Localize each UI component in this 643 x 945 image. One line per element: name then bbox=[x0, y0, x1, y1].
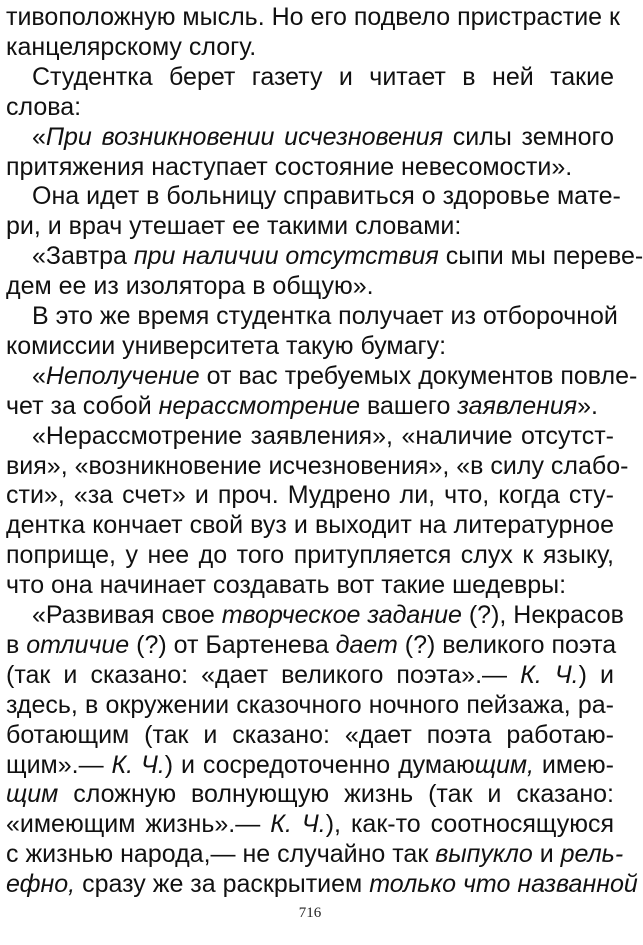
text-run: ботающим (так и сказано: «дает поэта работаю- bbox=[6, 720, 614, 749]
text-run: сыпи мы переве- bbox=[438, 242, 643, 271]
text-run: ». bbox=[577, 391, 598, 420]
text-line bbox=[6, 391, 614, 421]
text-run: «Нерассмотрение заявления», «наличие отсутст- bbox=[32, 421, 614, 450]
italic-text: при наличии отсутствия bbox=[133, 242, 439, 271]
text-line bbox=[6, 331, 614, 361]
text-run: поприще, у нее до того притупляется слух к языку, bbox=[6, 541, 614, 570]
text-run: слова: bbox=[6, 92, 82, 121]
text-run: имею- bbox=[533, 750, 614, 779]
text-line bbox=[6, 32, 614, 62]
text-run: канцелярскому слогу. bbox=[6, 32, 257, 61]
italic-text: К. Ч. bbox=[520, 660, 579, 689]
text-line bbox=[6, 361, 638, 391]
text-line bbox=[6, 600, 624, 630]
text-run: (?) от Бартенева bbox=[129, 630, 336, 659]
italic-text: дает bbox=[335, 630, 398, 659]
italic-text: К. Ч. bbox=[270, 810, 326, 839]
text-line bbox=[6, 779, 614, 809]
text-run: ) и сосредоточенно думаю bbox=[164, 750, 475, 779]
text-run: дем ее из изолятора в общую». bbox=[6, 272, 374, 301]
text-run: силы земного bbox=[443, 122, 614, 151]
text-line bbox=[6, 211, 614, 241]
text-run: дентка кончает свой вуз и выходит на литературное bbox=[6, 511, 614, 540]
text-line bbox=[6, 122, 614, 152]
text-line bbox=[6, 271, 614, 301]
text-line bbox=[6, 869, 638, 899]
italic-text: только что названной bbox=[369, 870, 638, 899]
text-line bbox=[6, 839, 624, 869]
text-line bbox=[6, 750, 614, 780]
italic-text: заявления bbox=[457, 391, 578, 420]
text-run: В это же время студентка получает из отборочной bbox=[32, 302, 618, 330]
text-line bbox=[6, 2, 620, 32]
text-line bbox=[6, 480, 614, 510]
text-line bbox=[6, 690, 614, 720]
text-run: «Развивая свое bbox=[32, 601, 222, 629]
text-run: что она начинает создавать вот такие шедевры: bbox=[6, 571, 567, 600]
text-line bbox=[6, 241, 643, 271]
text-run: сти», «за счет» и проч. Мудрено ли, что, когда сту- bbox=[6, 481, 614, 510]
text-run: в bbox=[6, 630, 27, 659]
italic-text: щим, bbox=[474, 750, 534, 779]
text-line bbox=[6, 152, 614, 182]
italic-text: выпукло bbox=[435, 840, 533, 869]
text-line bbox=[6, 540, 614, 570]
text-run: ) и bbox=[578, 660, 615, 689]
text-run: от вас требуемых документов повле- bbox=[199, 361, 638, 390]
text-line bbox=[6, 421, 614, 451]
text-line bbox=[6, 510, 614, 540]
text-line bbox=[6, 660, 614, 690]
text-line bbox=[6, 181, 621, 211]
text-run: « bbox=[32, 122, 46, 151]
text-run: Она идет в больницу справиться о здоровье мате- bbox=[32, 182, 621, 211]
text-run: сложную волнующую жизнь (так и сказано: bbox=[58, 780, 614, 809]
text-run: тивоположную мысль. Но его подвело пристрастие к bbox=[6, 3, 620, 31]
text-line bbox=[6, 301, 618, 331]
italic-text: При возникновении исчезновения bbox=[45, 122, 444, 151]
text-line bbox=[6, 570, 614, 600]
text-line bbox=[6, 92, 614, 122]
text-run: вия», «возникновение исчезновения», «в силу слабо- bbox=[6, 451, 629, 480]
text-run: чет за собой bbox=[6, 391, 159, 420]
italic-text: отличие bbox=[26, 630, 130, 659]
text-run: «Завтра bbox=[32, 242, 134, 271]
text-run: (?), Некрасов bbox=[461, 601, 624, 629]
text-run: (так и сказано: «дает великого поэта».— bbox=[6, 660, 521, 689]
page-number: 716 bbox=[298, 905, 322, 921]
text-run: ), как-то соотносящуюся bbox=[325, 810, 615, 839]
text-run: (?) великого поэта bbox=[397, 630, 617, 659]
text-run: ри, и врач утешает ее такими словами: bbox=[6, 212, 462, 241]
text-run: с жизнью народа,— не случайно так bbox=[6, 840, 436, 869]
text-run: щим».— bbox=[6, 750, 112, 779]
text-line bbox=[6, 809, 614, 839]
italic-text: ефно, bbox=[6, 870, 76, 899]
text-run: «имеющим жизнь».— bbox=[6, 810, 271, 839]
italic-text: рель- bbox=[560, 840, 624, 869]
text-line bbox=[6, 451, 629, 481]
text-line bbox=[6, 630, 617, 660]
text-line bbox=[6, 62, 614, 92]
text-run: комиссии университета такую бумагу: bbox=[6, 331, 447, 360]
text-run: и bbox=[532, 840, 561, 869]
italic-text: Неполучение bbox=[45, 361, 200, 390]
text-run: здесь, в окружении сказочного ночного пейзажа, ра- bbox=[6, 690, 614, 719]
text-line bbox=[6, 720, 614, 750]
text-run: вашего bbox=[360, 391, 458, 420]
italic-text: нерассмотрение bbox=[158, 391, 361, 420]
text-run: Студентка берет газету и читает в ней такие bbox=[32, 62, 614, 91]
text-run: сразу же за раскрытием bbox=[75, 870, 370, 899]
italic-text: щим bbox=[6, 780, 59, 809]
italic-text: К. Ч. bbox=[111, 750, 165, 779]
text-run: « bbox=[32, 361, 46, 390]
italic-text: творческое задание bbox=[221, 601, 462, 629]
text-run: притяжения наступает состояние невесомости». bbox=[6, 152, 573, 181]
